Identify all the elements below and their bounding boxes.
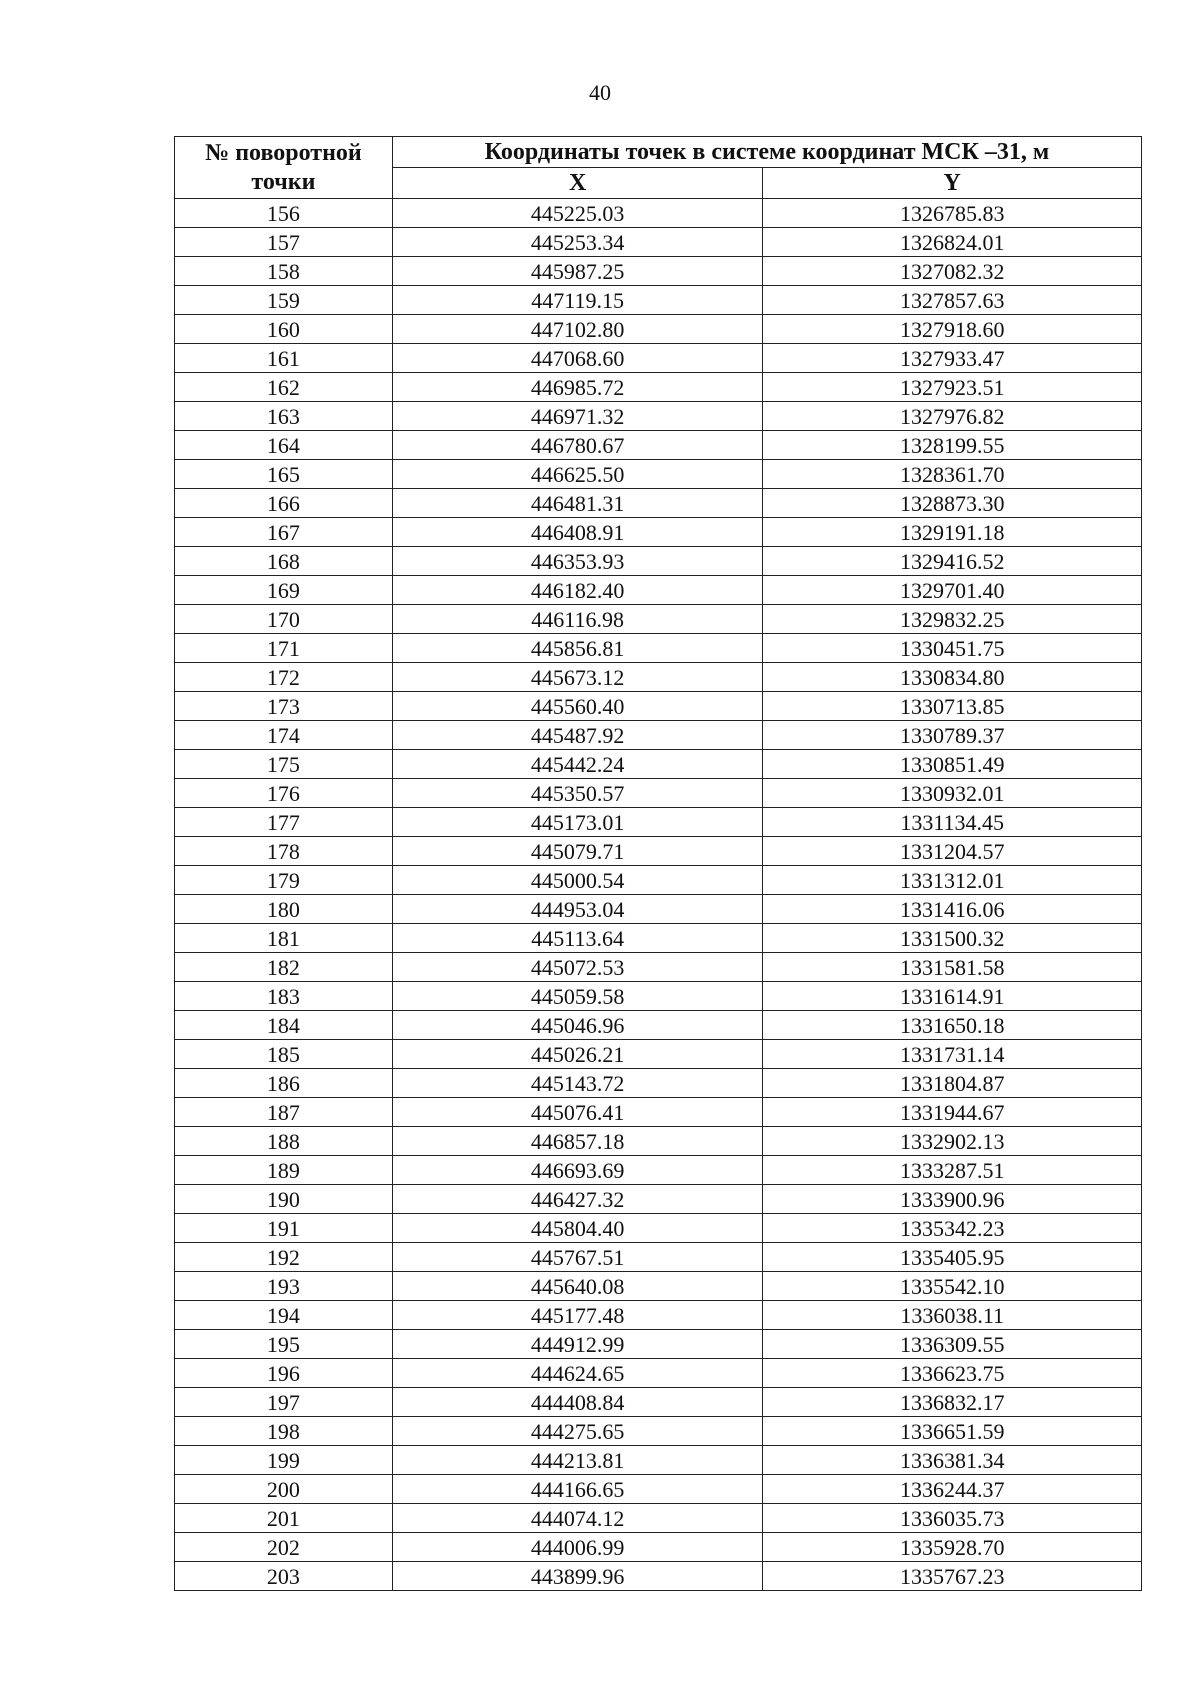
cell-x: 445026.21 (392, 1040, 763, 1069)
table-row (175, 576, 1142, 605)
cell-x: 446182.40 (392, 576, 763, 605)
header-x: X (392, 168, 763, 199)
table-row (175, 750, 1142, 779)
cell-y: 1327923.51 (763, 373, 1142, 402)
cell-x: 447119.15 (392, 286, 763, 315)
cell-point-number: 161 (175, 344, 393, 373)
cell-x: 445046.96 (392, 1011, 763, 1040)
cell-x: 445253.34 (392, 228, 763, 257)
cell-x: 443899.96 (392, 1562, 763, 1591)
cell-point-number: 158 (175, 257, 393, 286)
cell-point-number: 200 (175, 1475, 393, 1504)
cell-point-number: 202 (175, 1533, 393, 1562)
cell-x: 444213.81 (392, 1446, 763, 1475)
table-row (175, 199, 1142, 228)
table-row (175, 1475, 1142, 1504)
cell-x: 444624.65 (392, 1359, 763, 1388)
table-row (175, 808, 1142, 837)
table-row (175, 518, 1142, 547)
cell-x: 446693.69 (392, 1156, 763, 1185)
cell-y: 1333900.96 (763, 1185, 1142, 1214)
cell-point-number: 163 (175, 402, 393, 431)
table-row (175, 1388, 1142, 1417)
cell-y: 1336038.11 (763, 1301, 1142, 1330)
cell-y: 1336832.17 (763, 1388, 1142, 1417)
table-row (175, 1040, 1142, 1069)
table-row (175, 1446, 1142, 1475)
cell-y: 1329416.52 (763, 547, 1142, 576)
cell-x: 446780.67 (392, 431, 763, 460)
cell-x: 444408.84 (392, 1388, 763, 1417)
cell-x: 445987.25 (392, 257, 763, 286)
table-row (175, 692, 1142, 721)
cell-point-number: 182 (175, 953, 393, 982)
cell-y: 1335342.23 (763, 1214, 1142, 1243)
cell-y: 1331312.01 (763, 866, 1142, 895)
cell-y: 1327976.82 (763, 402, 1142, 431)
cell-x: 445767.51 (392, 1243, 763, 1272)
cell-y: 1331731.14 (763, 1040, 1142, 1069)
cell-y: 1331416.06 (763, 895, 1142, 924)
table-row (175, 1533, 1142, 1562)
cell-y: 1329832.25 (763, 605, 1142, 634)
cell-point-number: 165 (175, 460, 393, 489)
cell-point-number: 173 (175, 692, 393, 721)
cell-x: 446408.91 (392, 518, 763, 547)
cell-point-number: 190 (175, 1185, 393, 1214)
table-row (175, 1417, 1142, 1446)
cell-point-number: 167 (175, 518, 393, 547)
cell-x: 445560.40 (392, 692, 763, 721)
table-row (175, 257, 1142, 286)
header-coordinates: Координаты точек в системе координат МСК –31, м (392, 137, 1141, 168)
cell-y: 1330451.75 (763, 634, 1142, 663)
table-row (175, 1069, 1142, 1098)
cell-point-number: 203 (175, 1562, 393, 1591)
cell-x: 445143.72 (392, 1069, 763, 1098)
cell-point-number: 181 (175, 924, 393, 953)
cell-y: 1331581.58 (763, 953, 1142, 982)
cell-x: 445177.48 (392, 1301, 763, 1330)
cell-x: 445059.58 (392, 982, 763, 1011)
cell-x: 445350.57 (392, 779, 763, 808)
cell-point-number: 159 (175, 286, 393, 315)
cell-y: 1336381.34 (763, 1446, 1142, 1475)
cell-y: 1330932.01 (763, 779, 1142, 808)
cell-y: 1329701.40 (763, 576, 1142, 605)
cell-point-number: 183 (175, 982, 393, 1011)
cell-x: 445487.92 (392, 721, 763, 750)
cell-point-number: 194 (175, 1301, 393, 1330)
cell-y: 1330789.37 (763, 721, 1142, 750)
cell-point-number: 199 (175, 1446, 393, 1475)
table-row (175, 1272, 1142, 1301)
cell-point-number: 178 (175, 837, 393, 866)
cell-y: 1331650.18 (763, 1011, 1142, 1040)
table-body (175, 199, 1142, 1591)
cell-point-number: 197 (175, 1388, 393, 1417)
cell-point-number: 160 (175, 315, 393, 344)
table-row (175, 1011, 1142, 1040)
table-row (175, 1214, 1142, 1243)
cell-x: 445640.08 (392, 1272, 763, 1301)
cell-point-number: 157 (175, 228, 393, 257)
cell-point-number: 189 (175, 1156, 393, 1185)
cell-y: 1330834.80 (763, 663, 1142, 692)
cell-y: 1331204.57 (763, 837, 1142, 866)
cell-y: 1335542.10 (763, 1272, 1142, 1301)
cell-y: 1331804.87 (763, 1069, 1142, 1098)
table-row (175, 1156, 1142, 1185)
cell-x: 446857.18 (392, 1127, 763, 1156)
table-row (175, 663, 1142, 692)
cell-y: 1328873.30 (763, 489, 1142, 518)
cell-point-number: 174 (175, 721, 393, 750)
cell-x: 445079.71 (392, 837, 763, 866)
table-row (175, 1562, 1142, 1591)
table-row (175, 402, 1142, 431)
table-row (175, 866, 1142, 895)
table-row (175, 489, 1142, 518)
cell-point-number: 187 (175, 1098, 393, 1127)
cell-y: 1327918.60 (763, 315, 1142, 344)
cell-x: 445000.54 (392, 866, 763, 895)
cell-y: 1335405.95 (763, 1243, 1142, 1272)
cell-point-number: 186 (175, 1069, 393, 1098)
cell-point-number: 176 (175, 779, 393, 808)
table-row (175, 1330, 1142, 1359)
cell-x: 446116.98 (392, 605, 763, 634)
page-number: 40 (589, 80, 611, 105)
cell-x: 444953.04 (392, 895, 763, 924)
cell-x: 445173.01 (392, 808, 763, 837)
cell-point-number: 179 (175, 866, 393, 895)
cell-y: 1331944.67 (763, 1098, 1142, 1127)
cell-y: 1331500.32 (763, 924, 1142, 953)
table-row (175, 605, 1142, 634)
table-row (175, 344, 1142, 373)
table-row (175, 895, 1142, 924)
cell-point-number: 198 (175, 1417, 393, 1446)
cell-y: 1329191.18 (763, 518, 1142, 547)
table-row (175, 460, 1142, 489)
cell-point-number: 177 (175, 808, 393, 837)
cell-y: 1330713.85 (763, 692, 1142, 721)
table-row (175, 1504, 1142, 1533)
cell-y: 1327933.47 (763, 344, 1142, 373)
cell-point-number: 193 (175, 1272, 393, 1301)
cell-y: 1333287.51 (763, 1156, 1142, 1185)
cell-y: 1327082.32 (763, 257, 1142, 286)
cell-y: 1330851.49 (763, 750, 1142, 779)
cell-x: 446427.32 (392, 1185, 763, 1214)
cell-x: 445113.64 (392, 924, 763, 953)
table-row (175, 721, 1142, 750)
cell-x: 446481.31 (392, 489, 763, 518)
table-row (175, 1359, 1142, 1388)
cell-point-number: 184 (175, 1011, 393, 1040)
cell-x: 444912.99 (392, 1330, 763, 1359)
cell-x: 446971.32 (392, 402, 763, 431)
table-row (175, 953, 1142, 982)
cell-point-number: 185 (175, 1040, 393, 1069)
cell-y: 1331134.45 (763, 808, 1142, 837)
table-row (175, 1243, 1142, 1272)
cell-y: 1336244.37 (763, 1475, 1142, 1504)
header-y: Y (763, 168, 1142, 199)
cell-x: 445804.40 (392, 1214, 763, 1243)
cell-y: 1336623.75 (763, 1359, 1142, 1388)
cell-y: 1336651.59 (763, 1417, 1142, 1446)
table-row (175, 1301, 1142, 1330)
table-row (175, 373, 1142, 402)
cell-point-number: 191 (175, 1214, 393, 1243)
cell-point-number: 195 (175, 1330, 393, 1359)
header-point-number: № поворотной точки (175, 137, 393, 199)
table-row (175, 431, 1142, 460)
cell-point-number: 188 (175, 1127, 393, 1156)
cell-y: 1328199.55 (763, 431, 1142, 460)
table-row (175, 286, 1142, 315)
cell-y: 1331614.91 (763, 982, 1142, 1011)
coordinates-table (174, 136, 1142, 1591)
table-row (175, 982, 1142, 1011)
table-row (175, 547, 1142, 576)
cell-point-number: 201 (175, 1504, 393, 1533)
cell-x: 446353.93 (392, 547, 763, 576)
table-row (175, 1185, 1142, 1214)
cell-point-number: 180 (175, 895, 393, 924)
cell-y: 1328361.70 (763, 460, 1142, 489)
cell-point-number: 175 (175, 750, 393, 779)
cell-point-number: 170 (175, 605, 393, 634)
cell-point-number: 164 (175, 431, 393, 460)
cell-x: 445442.24 (392, 750, 763, 779)
table-row (175, 228, 1142, 257)
cell-x: 445673.12 (392, 663, 763, 692)
cell-point-number: 166 (175, 489, 393, 518)
cell-x: 447102.80 (392, 315, 763, 344)
cell-point-number: 156 (175, 199, 393, 228)
cell-x: 446985.72 (392, 373, 763, 402)
cell-point-number: 192 (175, 1243, 393, 1272)
table-row (175, 315, 1142, 344)
cell-x: 444166.65 (392, 1475, 763, 1504)
cell-point-number: 172 (175, 663, 393, 692)
table-row (175, 634, 1142, 663)
cell-y: 1335928.70 (763, 1533, 1142, 1562)
cell-point-number: 162 (175, 373, 393, 402)
cell-x: 445856.81 (392, 634, 763, 663)
cell-y: 1336309.55 (763, 1330, 1142, 1359)
cell-point-number: 171 (175, 634, 393, 663)
cell-point-number: 168 (175, 547, 393, 576)
table-row (175, 1127, 1142, 1156)
table-row (175, 924, 1142, 953)
cell-x: 447068.60 (392, 344, 763, 373)
header-row (175, 137, 1142, 168)
table-row (175, 779, 1142, 808)
cell-y: 1335767.23 (763, 1562, 1142, 1591)
cell-point-number: 196 (175, 1359, 393, 1388)
cell-x: 445076.41 (392, 1098, 763, 1127)
cell-y: 1326785.83 (763, 199, 1142, 228)
cell-point-number: 169 (175, 576, 393, 605)
cell-x: 445072.53 (392, 953, 763, 982)
table-row (175, 837, 1142, 866)
cell-x: 446625.50 (392, 460, 763, 489)
cell-y: 1327857.63 (763, 286, 1142, 315)
cell-y: 1326824.01 (763, 228, 1142, 257)
cell-y: 1336035.73 (763, 1504, 1142, 1533)
table-row (175, 1098, 1142, 1127)
cell-x: 445225.03 (392, 199, 763, 228)
cell-x: 444074.12 (392, 1504, 763, 1533)
cell-x: 444275.65 (392, 1417, 763, 1446)
cell-x: 444006.99 (392, 1533, 763, 1562)
cell-y: 1332902.13 (763, 1127, 1142, 1156)
